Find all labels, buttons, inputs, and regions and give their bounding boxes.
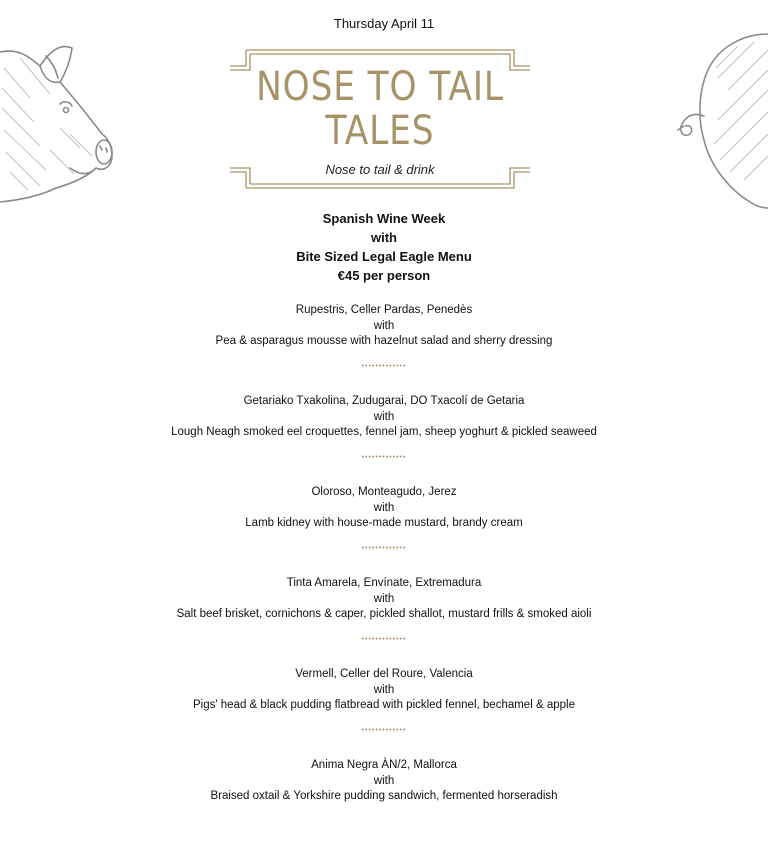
- pig-body-illustration-right: [658, 30, 768, 215]
- menu-date: Thursday April 11: [333, 16, 435, 31]
- course-item: [0, 394, 768, 485]
- course-with: with: [373, 410, 395, 423]
- dish-name: Lough Neagh smoked eel croquettes, fennel jam, sheep yoghurt & pickled seaweed: [171, 426, 597, 438]
- course-with: with: [373, 592, 395, 605]
- wine-name: Getariako Txakolina, Zudugarai, DO Txacolí de Getaria: [243, 395, 525, 407]
- course-separator: •••••••••••••: [361, 363, 407, 370]
- course-with: with: [373, 774, 395, 787]
- heading-event: Spanish Wine Week: [322, 211, 446, 226]
- wine-name: Anima Negra ÀN/2, Mallorca: [311, 759, 457, 771]
- course-with: with: [373, 683, 395, 696]
- dish-name: Braised oxtail & Yorkshire pudding sandwich, fermented horseradish: [210, 790, 558, 802]
- course-separator: •••••••••••••: [361, 545, 407, 552]
- heading-menu-name: Bite Sized Legal Eagle Menu: [296, 249, 472, 264]
- wine-name: Tinta Amarela, Envínate, Extremadura: [286, 577, 482, 589]
- course-item: [0, 758, 768, 849]
- dish-name: Pea & asparagus mousse with hazelnut salad and sherry dressing: [215, 335, 553, 347]
- pig-head-illustration-left: [0, 38, 130, 213]
- course-with: with: [373, 501, 395, 514]
- heading-with: with: [371, 230, 397, 245]
- course-separator: •••••••••••••: [361, 636, 407, 643]
- course-item: [0, 667, 768, 758]
- course-item: [0, 576, 768, 667]
- restaurant-logo: [228, 46, 532, 192]
- logo-title-line-1: NOSE TO TAIL: [256, 64, 504, 110]
- course-separator: •••••••••••••: [361, 727, 407, 734]
- menu-heading: [0, 209, 768, 285]
- course-list: [0, 303, 768, 849]
- course-separator: •••••••••••••: [361, 454, 407, 461]
- heading-price: €45 per person: [337, 268, 431, 283]
- wine-name: Vermell, Celler del Roure, Valencia: [295, 668, 473, 680]
- logo-tagline: Nose to tail & drink: [325, 162, 435, 177]
- wine-name: Oloroso, Monteagudo, Jerez: [311, 486, 457, 498]
- course-with: with: [373, 319, 395, 332]
- course-item: [0, 303, 768, 394]
- dish-name: Salt beef brisket, cornichons & caper, pickled shallot, mustard frills & smoked aioli: [176, 608, 592, 620]
- course-item: [0, 485, 768, 576]
- wine-name: Rupestris, Celler Pardas, Penedès: [295, 304, 473, 316]
- logo-title-line-2: TALES: [325, 108, 435, 154]
- dish-name: Lamb kidney with house-made mustard, brandy cream: [245, 517, 523, 529]
- dish-name: Pigs' head & black pudding flatbread with pickled fennel, bechamel & apple: [193, 699, 575, 711]
